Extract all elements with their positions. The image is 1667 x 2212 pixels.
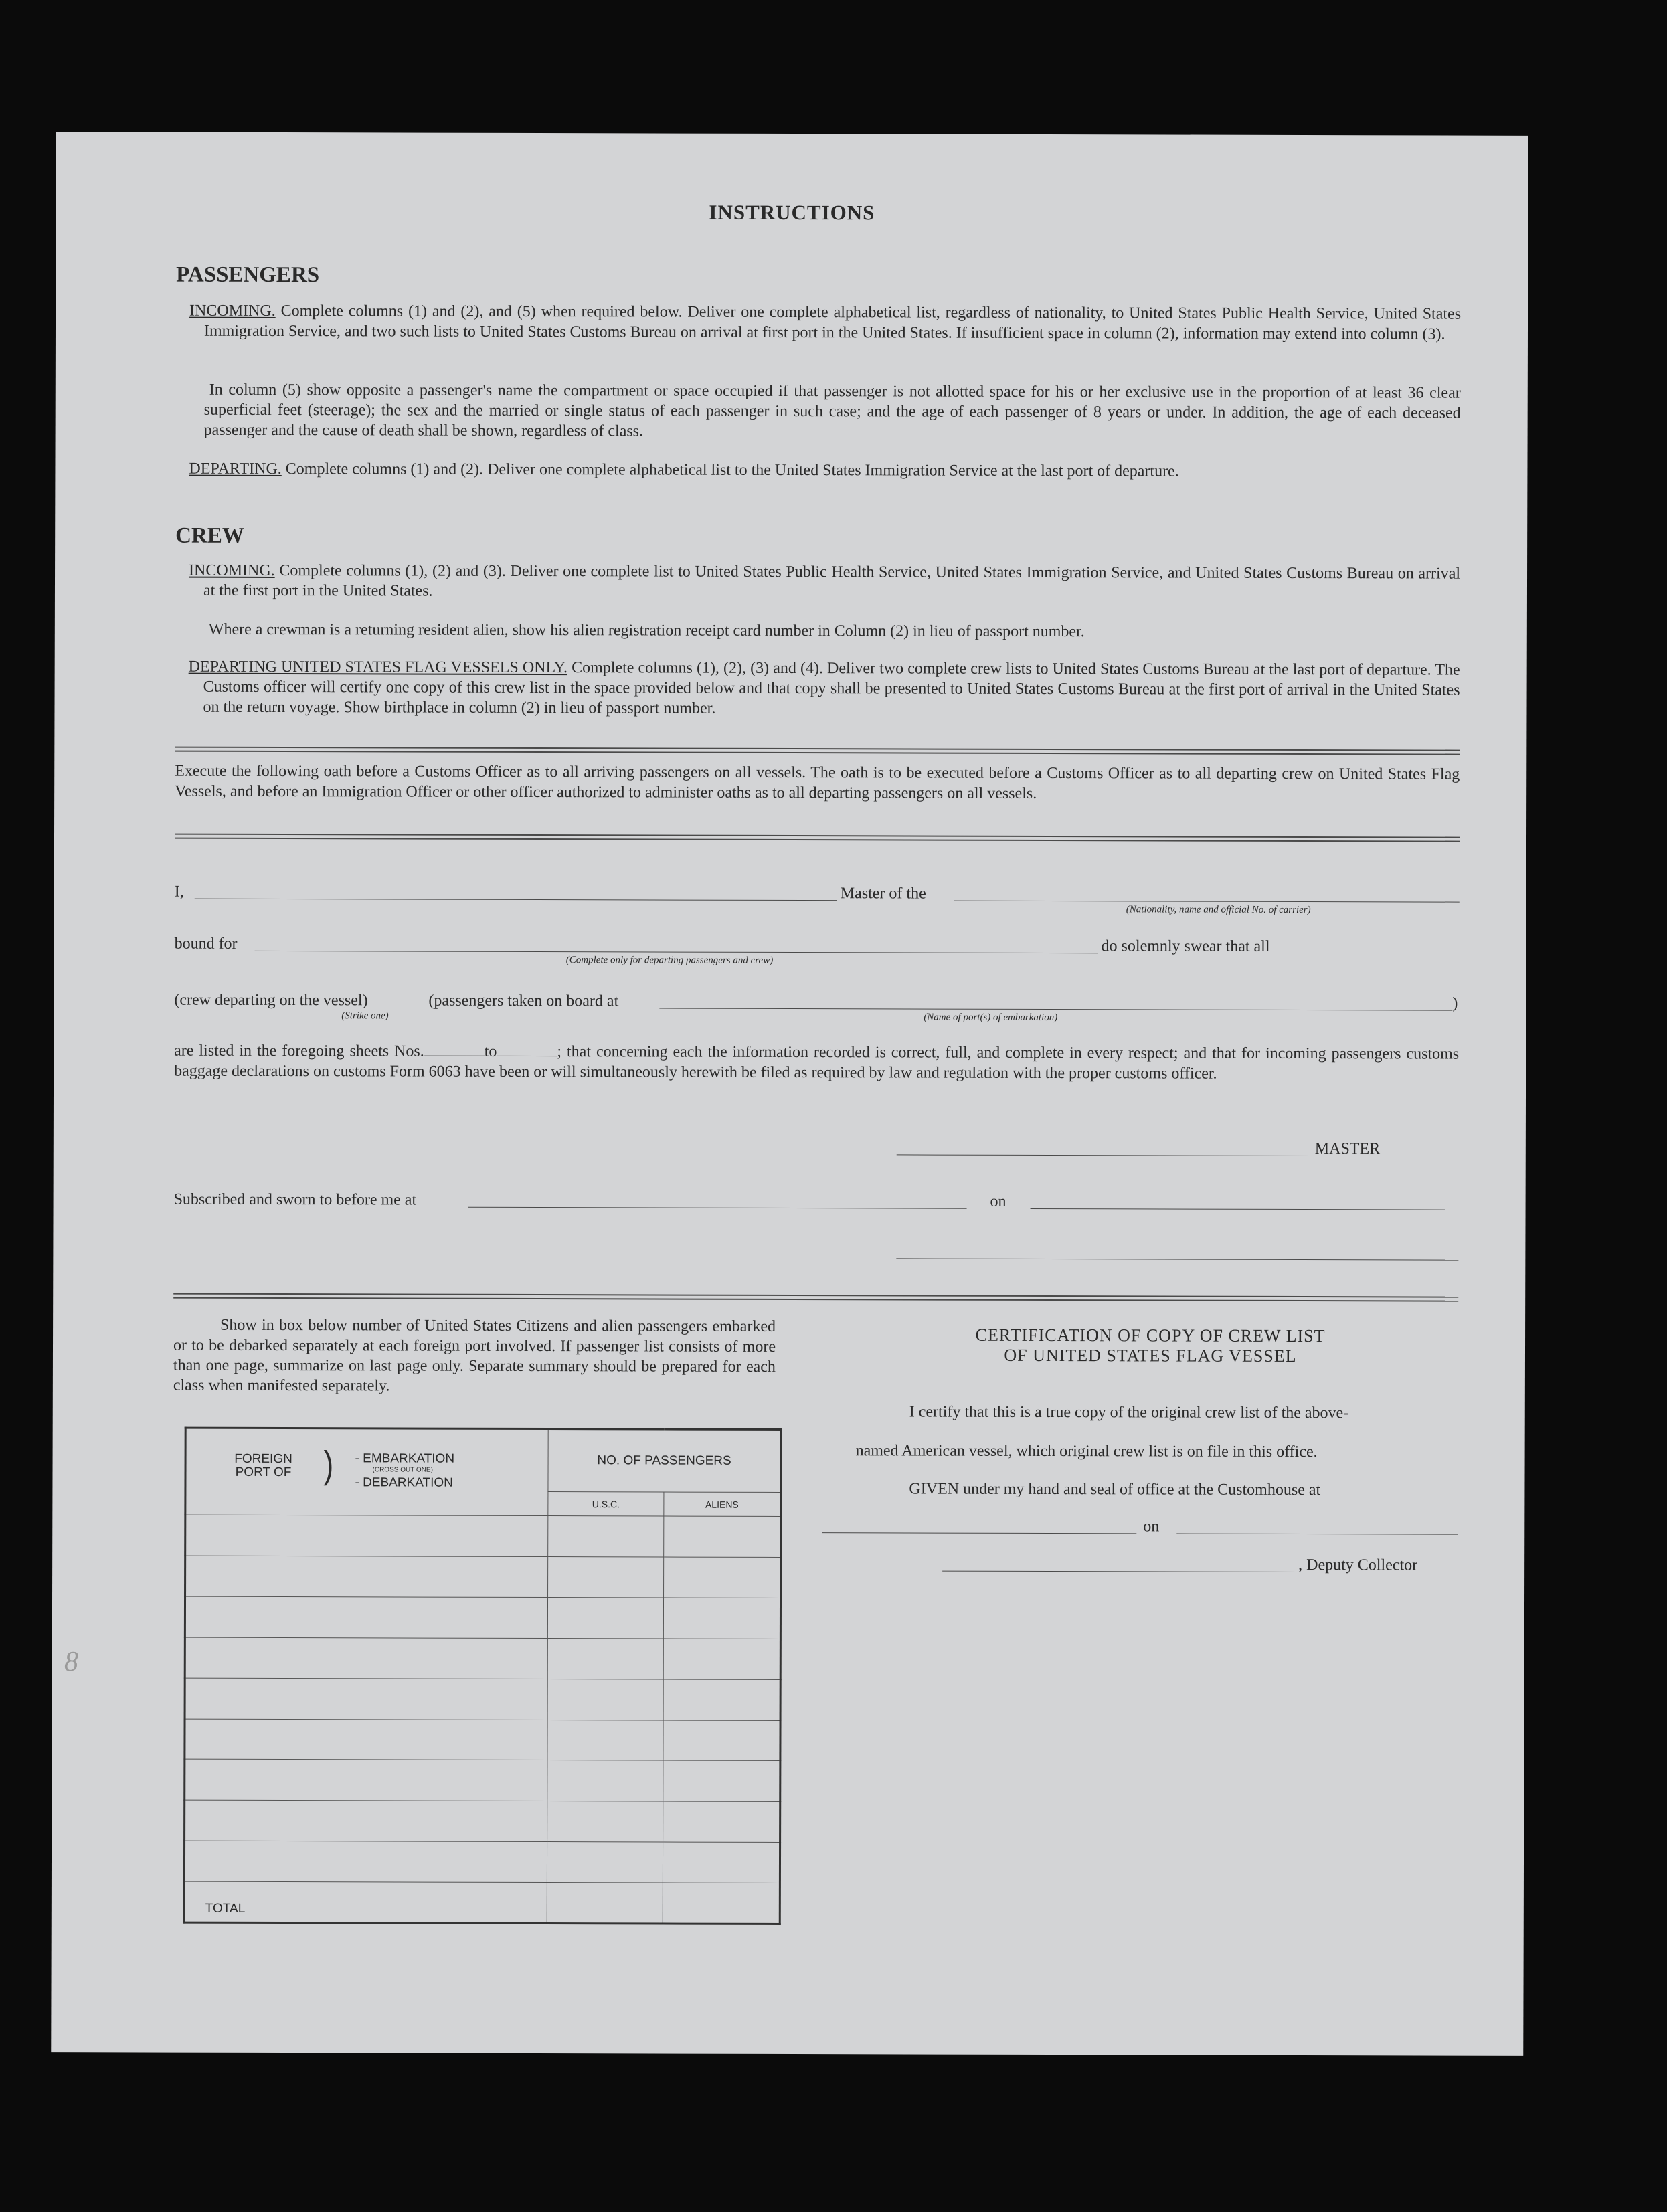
certification-line-1: I certify that this is a true copy of the original crew list of the above- bbox=[909, 1403, 1349, 1422]
usc-cell[interactable] bbox=[547, 1760, 663, 1801]
deputy-signature-line[interactable] bbox=[942, 1571, 1297, 1572]
close-paren: ) bbox=[1452, 994, 1458, 1012]
usc-cell[interactable] bbox=[548, 1557, 664, 1598]
total-label: TOTAL bbox=[184, 1881, 547, 1923]
port-cell[interactable] bbox=[184, 1841, 547, 1882]
subscribed-label: Subscribed and sworn to before me at bbox=[173, 1190, 417, 1209]
certification-heading-2: OF UNITED STATES FLAG VESSEL bbox=[1004, 1345, 1297, 1366]
embarkation-label: - EMBARKATION bbox=[355, 1451, 455, 1466]
divider bbox=[173, 1293, 1458, 1302]
deputy-collector-label: , Deputy Collector bbox=[1298, 1556, 1418, 1574]
strike-one-caption: (Strike one) bbox=[341, 1010, 389, 1022]
no-of-passengers-header: NO. OF PASSENGERS bbox=[548, 1429, 781, 1493]
port-cell[interactable] bbox=[185, 1556, 548, 1597]
crew-departing-text: Complete columns (1), (2), (3) and (4). Deliver two complete crew lists to United States Customs Bureau at the last port of departure. The Customs officer will certify one copy of this crew list in the space provided below and that copy shall be presented to United States Customs Bureau at the first port of arrival in the United States on the return voyage. Show birthplace in column (2) in lieu of passport number. bbox=[203, 659, 1460, 717]
divider bbox=[175, 747, 1460, 755]
crew-departing-paragraph bbox=[188, 657, 1460, 721]
page-title: INSTRUCTIONS bbox=[709, 200, 875, 225]
crew-incoming-label: INCOMING. bbox=[189, 561, 275, 579]
certification-on-label: on bbox=[1143, 1517, 1160, 1536]
aliens-cell[interactable] bbox=[664, 1557, 781, 1598]
listed-paragraph bbox=[174, 1041, 1459, 1085]
solemnly-swear-text: do solemnly swear that all bbox=[1101, 937, 1270, 955]
master-label: MASTER bbox=[1314, 1140, 1381, 1158]
usc-total-cell[interactable] bbox=[547, 1883, 663, 1924]
listed-to: to bbox=[484, 1042, 497, 1061]
port-cell[interactable] bbox=[185, 1637, 547, 1679]
cross-out-one-label: (CROSS OUT ONE) bbox=[372, 1466, 433, 1474]
certification-heading-1: CERTIFICATION OF COPY OF CREW LIST bbox=[975, 1325, 1326, 1346]
certification-date-line[interactable] bbox=[1176, 1534, 1458, 1535]
oath-intro: Execute the following oath before a Customs Officer as to all arriving passengers on all vessels. The oath is to be executed before a Customs Officer as to all departing crew on United States Flag Vessels, and before an Immigration Officer or other officer authorized to administer oaths as to all departing passengers on all vessels. bbox=[175, 762, 1460, 802]
form-page bbox=[51, 132, 1528, 2056]
passengers-departing-label: DEPARTING. bbox=[189, 460, 282, 478]
embarkation-ports-line[interactable] bbox=[659, 1008, 1452, 1010]
listed-text-b: ; that concerning each the information recorded is correct, full, and complete in every respect; and that for incoming passengers customs baggage declarations on customs Form 6063 have been or will simultaneously herewith be filed as required by law and regulation with the proper customs officer. bbox=[174, 1043, 1460, 1083]
passengers-departing-text: Complete columns (1) and (2). Deliver one complete alphabetical list to the United States Immigration Service at the last port of departure. bbox=[285, 460, 1179, 480]
passengers-taken-option: (passengers taken on board at bbox=[428, 992, 619, 1010]
sworn-date-line[interactable] bbox=[1031, 1208, 1459, 1210]
aliens-cell[interactable] bbox=[663, 1720, 780, 1761]
usc-cell[interactable] bbox=[547, 1842, 663, 1883]
port-cell[interactable] bbox=[185, 1760, 547, 1801]
crew-departing-option: (crew departing on the vessel) bbox=[174, 991, 368, 1010]
carrier-caption: (Nationality, name and official No. of carrier) bbox=[1126, 904, 1311, 916]
aliens-cell[interactable] bbox=[663, 1760, 780, 1801]
certification-line-3: GIVEN under my hand and seal of office at the Customhouse at bbox=[909, 1480, 1321, 1499]
carrier-line[interactable] bbox=[954, 901, 1460, 903]
passengers-column5-paragraph: In column (5) show opposite a passenger's name the compartment or space occupied if that passenger is not allotted space for his or her exclusive use in the proportion of at least 36 clear superficial feet (steerage); the sex and the married or single status of each passenger in such case; and the age of each passenger of 8 years or under. In addition, the age of each deceased passenger and the cause of death shall be shown, regardless of class. bbox=[203, 381, 1461, 440]
sworn-place-line[interactable] bbox=[468, 1207, 967, 1209]
officer-signature-line[interactable] bbox=[896, 1258, 1458, 1260]
certification-line-2: named American vessel, which original crew list is on file in this office. bbox=[855, 1442, 1318, 1461]
aliens-cell[interactable] bbox=[663, 1639, 780, 1679]
passengers-departing-paragraph bbox=[189, 459, 1460, 482]
debarkation-label: - DEBARKATION bbox=[355, 1475, 453, 1490]
usc-cell[interactable] bbox=[547, 1801, 663, 1842]
listed-text-a: are listed in the foregoing sheets Nos. bbox=[174, 1042, 424, 1061]
aliens-cell[interactable] bbox=[663, 1679, 780, 1720]
aliens-header: ALIENS bbox=[664, 1492, 781, 1516]
crew-incoming-paragraph bbox=[189, 561, 1461, 604]
passengers-heading: PASSENGERS bbox=[176, 262, 320, 288]
brace: ) bbox=[323, 1443, 334, 1487]
passengers-incoming-paragraph bbox=[189, 301, 1462, 345]
ports-caption: (Name of port(s) of embarkation) bbox=[924, 1012, 1058, 1024]
customhouse-place-line[interactable] bbox=[822, 1532, 1136, 1534]
bound-caption: (Complete only for departing passengers and crew) bbox=[565, 955, 774, 966]
passengers-incoming-label: INCOMING. bbox=[189, 302, 276, 320]
passenger-summary-table bbox=[183, 1427, 782, 1925]
usc-cell[interactable] bbox=[547, 1638, 663, 1679]
master-signature-line[interactable] bbox=[897, 1154, 1312, 1156]
divider bbox=[175, 834, 1460, 842]
aliens-cell[interactable] bbox=[663, 1842, 780, 1883]
usc-cell[interactable] bbox=[547, 1679, 663, 1720]
aliens-total-cell[interactable] bbox=[663, 1883, 780, 1924]
port-cell[interactable] bbox=[185, 1719, 547, 1760]
sworn-on-label: on bbox=[990, 1192, 1006, 1210]
crew-departing-label: DEPARTING UNITED STATES FLAG VESSELS ONLY. bbox=[188, 658, 568, 677]
port-cell[interactable] bbox=[185, 1678, 547, 1720]
usc-header: U.S.C. bbox=[548, 1492, 664, 1516]
crew-heading: CREW bbox=[175, 523, 244, 548]
usc-cell[interactable] bbox=[547, 1597, 663, 1638]
summary-instructions: Show in box below number of United States Citizens and alien passengers embarked or to be debarked separately at each foreign port involved. If passenger list consists of more than one page, summarize on last page only. Separate summary should be prepared for each class when manifested separately. bbox=[173, 1316, 776, 1395]
port-header-cell bbox=[185, 1428, 548, 1516]
master-name-line[interactable] bbox=[195, 899, 837, 901]
foreign-port-of-label: FOREIGN PORT OF bbox=[234, 1451, 292, 1480]
bound-for-line[interactable] bbox=[255, 951, 1098, 953]
bound-for-label: bound for bbox=[174, 935, 238, 953]
aliens-cell[interactable] bbox=[664, 1516, 781, 1557]
port-cell[interactable] bbox=[185, 1800, 547, 1841]
aliens-cell[interactable] bbox=[663, 1598, 780, 1639]
oath-i: I, bbox=[174, 883, 184, 901]
aliens-cell[interactable] bbox=[663, 1801, 780, 1842]
master-of-the-label: Master of the bbox=[840, 885, 926, 903]
port-cell[interactable] bbox=[185, 1515, 548, 1556]
crew-resident-paragraph: Where a crewman is a returning resident alien, show his alien registration receipt card number in Column (2) in lieu of passport number. bbox=[208, 620, 1085, 641]
passengers-incoming-text: Complete columns (1) and (2), and (5) when required below. Deliver one complete alphabetical list, regardless of nationality, to United States Public Health Service, United States Immigration Service, and two such lists to United States Customs Bureau on arrival at first port in the United States. If insufficient space in column (2), information may extend into column (3). bbox=[203, 302, 1462, 343]
crew-incoming-text: Complete columns (1), (2) and (3). Deliver one complete list to United States Public Health Service, United States Immigration Service, and United States Customs Bureau on arrival at the first port in the United States. bbox=[203, 562, 1461, 600]
usc-cell[interactable] bbox=[547, 1720, 663, 1760]
port-cell[interactable] bbox=[185, 1596, 547, 1638]
usc-cell[interactable] bbox=[548, 1516, 664, 1557]
margin-mark: 8 bbox=[64, 1647, 78, 1677]
